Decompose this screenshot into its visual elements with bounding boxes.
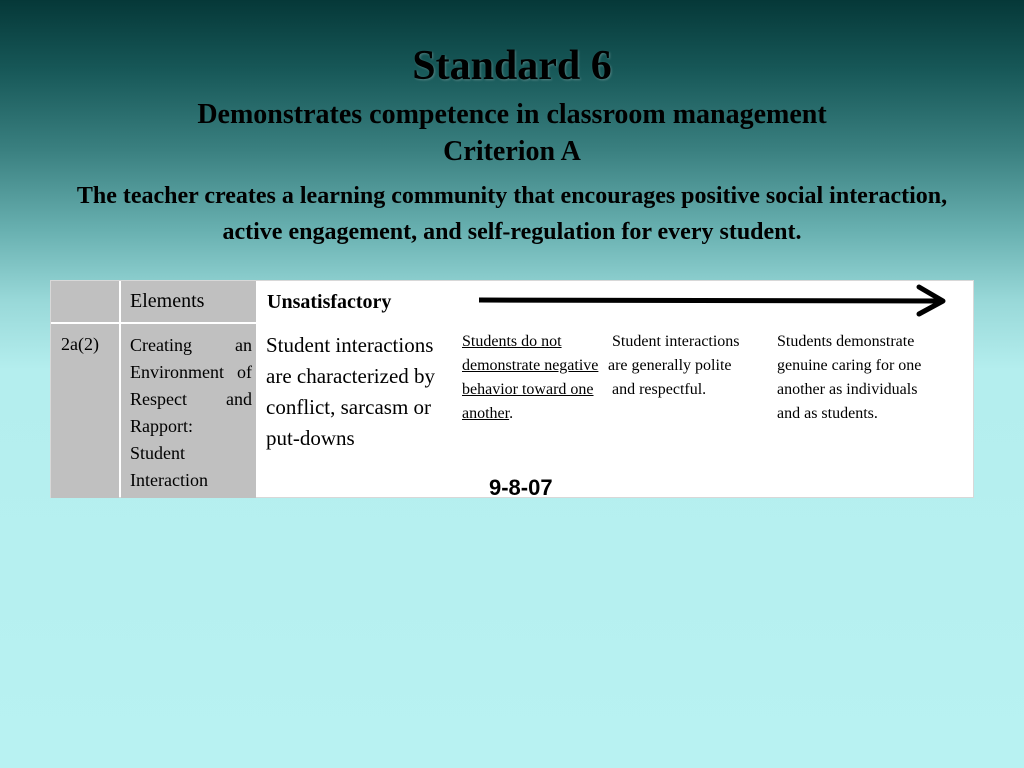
date-stamp: 9-8-07 (489, 475, 553, 500)
row-id-cell: 2a(2) (51, 324, 119, 498)
header-unsatisfactory-cell: Unsatisfactory (267, 291, 392, 313)
criterion-description: The teacher creates a learning community that encourages positive social interaction, active engagement, and self-regulation for every student. (76, 183, 948, 245)
rubric-table (50, 280, 974, 498)
row-unsatisfactory-cell: Student interactions are characterized by conflict, sarcasm or put-downs (266, 333, 436, 450)
slide-subtitle: Demonstrates competence in classroom management (197, 99, 827, 130)
basic-level-underlined-text: Students do not demonstrate negative behavior toward one another (462, 333, 599, 422)
basic-level-text (462, 330, 602, 426)
basic-level-period: . (509, 405, 514, 422)
title-block (0, 38, 1024, 250)
right-arrow-icon (479, 283, 951, 319)
column-divider (119, 281, 121, 497)
distinguished-level-text: Students demonstrate genuine caring for one another as individuals and as students. (777, 333, 922, 422)
slide-title: Standard 6 (412, 43, 612, 89)
proficient-level-text: Student interactions are generally polite and respectful. (608, 333, 740, 398)
criterion-label: Criterion A (443, 136, 581, 167)
header-elements-cell: Elements (121, 281, 256, 322)
row-element-cell: Creating an Environment of Respect and Rapport: Student Interaction (121, 324, 256, 498)
column-divider (256, 281, 258, 497)
header-id-cell (51, 281, 119, 322)
row-divider (51, 322, 256, 324)
